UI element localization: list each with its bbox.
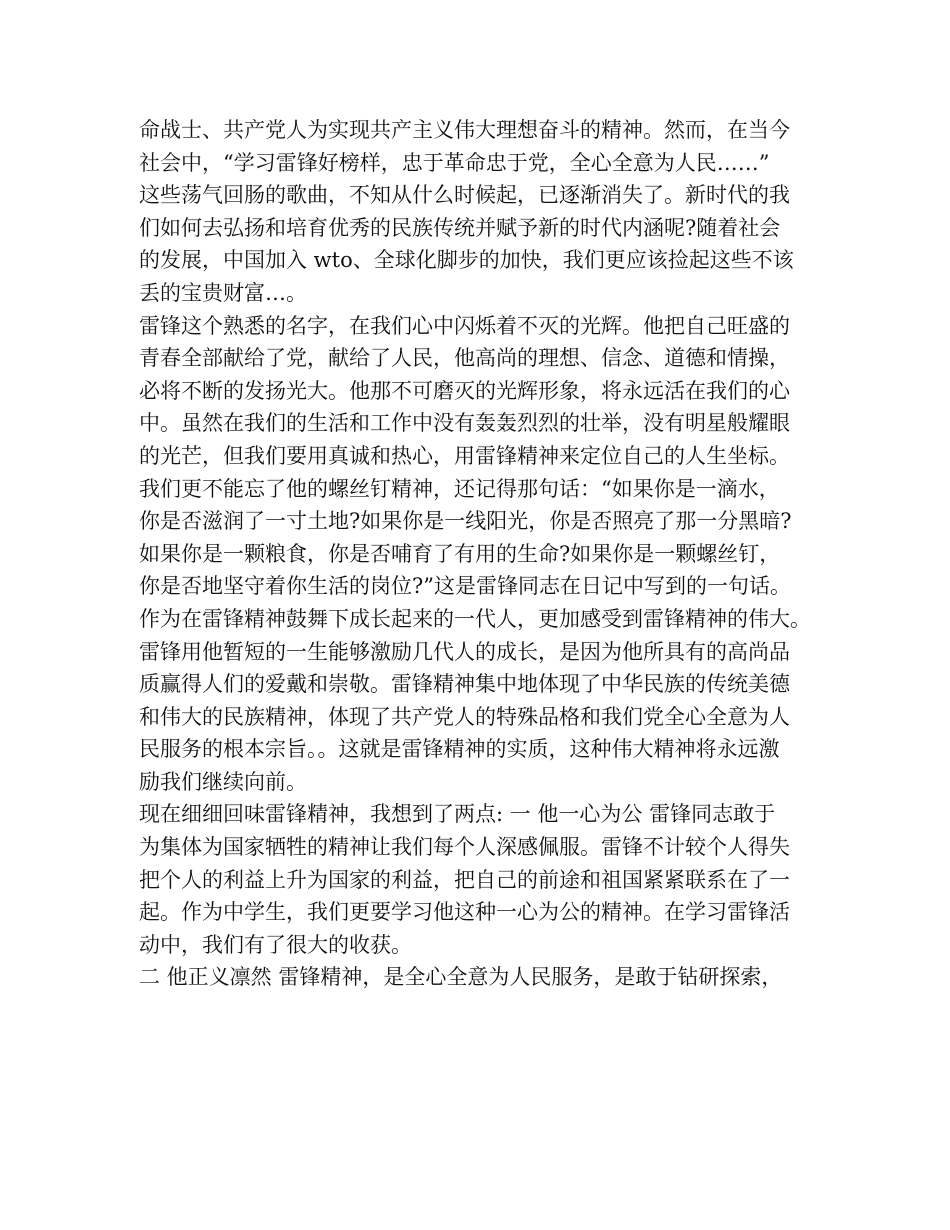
text-line: 命战士、共产党人为实现共产主义伟大理想奋斗的精神。然而，在当今 <box>139 118 790 142</box>
text-line: 的发展，中国加入 wto、全球化脚步的加快，我们更应该捡起这些不该 <box>139 248 794 273</box>
text-line: 这些荡气回肠的歌曲，不知从什么时候起，已逐渐消失了。新时代的我 <box>139 183 790 208</box>
text-line: 你是否地坚守着你生活的岗位?”这是雷锋同志在日记中写到的一句话。 <box>139 574 791 599</box>
text-line: 的光芒，但我们要用真诚和热心，用雷锋精神来定位自己的人生坐标。 <box>139 443 790 468</box>
text-line: 们如何去弘扬和培育优秀的民族传统并赋予新的时代内涵呢?随着社会 <box>139 215 781 240</box>
text-line: 青春全部献给了党，献给了人民，他高尚的理想、信念、道德和情操， <box>139 346 790 371</box>
text-line: 民服务的根本宗旨。。这就是雷锋精神的实质，这种伟大精神将永远激 <box>139 737 780 762</box>
text-line: 丢的宝贵财富…。 <box>139 280 307 305</box>
text-line: 中。虽然在我们的生活和工作中没有轰轰烈烈的壮举，没有明星般耀眼 <box>139 411 790 436</box>
text-line: 二 他正义凛然 雷锋精神，是全心全意为人民服务，是敢于钻研探索， <box>139 965 783 990</box>
text-line: 雷锋这个熟悉的名字，在我们心中闪烁着不灭的光辉。他把自己旺盛的 <box>139 313 790 338</box>
text-line: 必将不断的发扬光大。他那不可磨灭的光辉形象，将永远活在我们的心 <box>139 378 790 403</box>
text-line: 雷锋用他暂短的一生能够激励几代人的成长，是因为他所具有的高尚品 <box>139 639 790 664</box>
text-line: 把个人的利益上升为国家的利益，把自己的前途和祖国紧紧联系在了一 <box>139 867 790 892</box>
body-text <box>139 114 839 994</box>
text-line: 和伟大的民族精神，体现了共产党人的特殊品格和我们党全心全意为人 <box>139 704 790 729</box>
text-line: 我们更不能忘了他的螺丝钉精神，还记得那句话：“如果你是一滴水， <box>139 476 780 501</box>
text-line: 你是否滋润了一寸土地?如果你是一线阳光，你是否照亮了那一分黑暗? <box>139 509 792 534</box>
text-line: 社会中，“学习雷锋好榜样，忠于革命忠于党，全心全意为人民……” <box>139 150 770 175</box>
text-line: 现在细细回味雷锋精神，我想到了两点: 一 他一心为公 雷锋同志敢于 <box>139 802 776 827</box>
text-line: 作为在雷锋精神鼓舞下成长起来的一代人，更加感受到雷锋精神的伟大。 <box>139 606 811 631</box>
text-line: 起。作为中学生，我们更要学习他这种一心为公的精神。在学习雷锋活 <box>139 900 790 925</box>
text-line: 动中，我们有了很大的收获。 <box>139 932 412 957</box>
text-line: 如果你是一颗粮食，你是否哺育了有用的生命?如果你是一颗螺丝钉， <box>139 541 781 566</box>
text-line: 为集体为国家牺牲的精神让我们每个人深感佩服。雷锋不计较个人得失 <box>139 835 790 860</box>
text-line: 质赢得人们的爱戴和崇敬。雷锋精神集中地体现了中华民族的传统美德 <box>139 672 790 697</box>
text-line: 励我们继续向前。 <box>139 769 307 794</box>
